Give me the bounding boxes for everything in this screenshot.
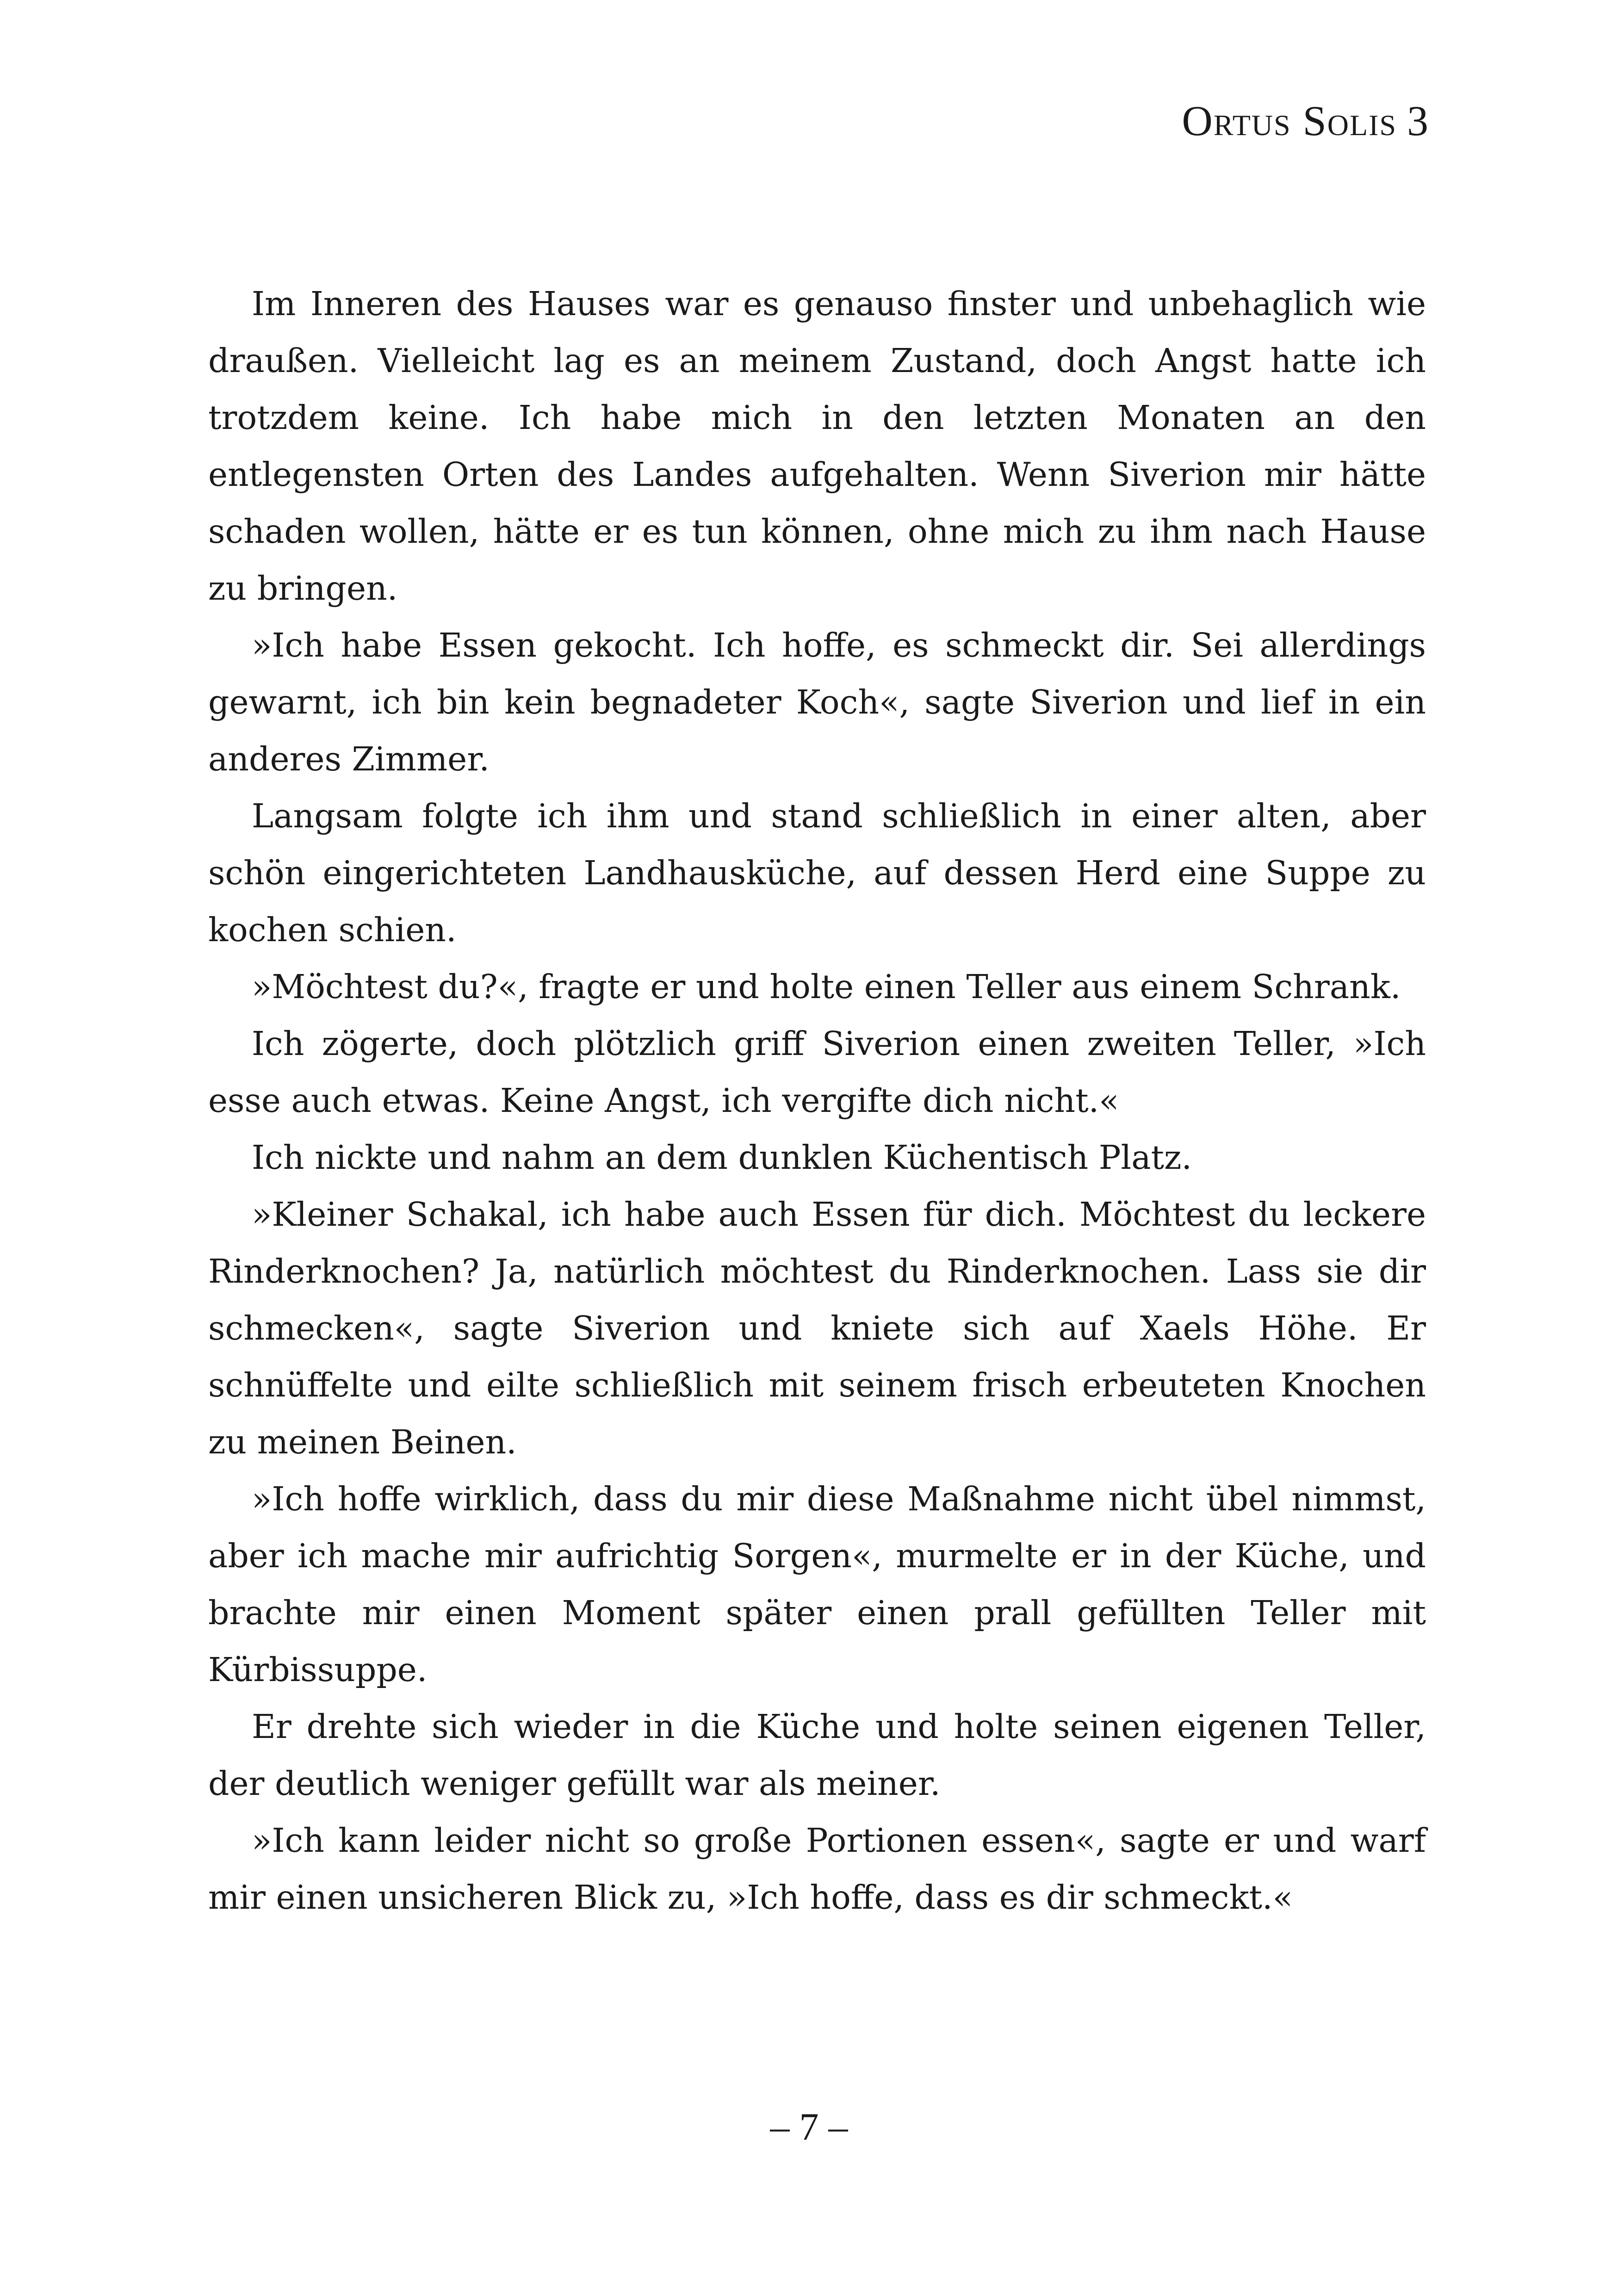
body-text (208, 275, 1426, 1926)
paragraph: Im Inneren des Hauses war es genauso finster und unbehaglich wie draußen. Vielleicht lag es an meinem Zustand, doch Angst hatte ich trotzdem keine. Ich habe mich in den letzten Monaten an den entlegensten Orten des Landes aufgehalten. Wenn Siverion mir hätte schaden wollen, hätte er es tun können, ohne mich zu ihm nach Hause zu bringen. (208, 285, 1426, 608)
paragraph: »Kleiner Schakal, ich habe auch Essen für dich. Möchtest du leckere Rinderknochen? Ja, natürlich möchtest du Rinderknochen. Lass sie dir schmecken«, sagte Siverion und kniete sich auf Xaels Höhe. Er schnüffelte und eilte schließlich mit seinem frisch erbeuteten Knochen zu meinen Beinen. (208, 1195, 1426, 1461)
running-header (1182, 99, 1428, 142)
paragraph: »Ich habe Essen gekocht. Ich hoffe, es schmeckt dir. Sei allerdings gewarnt, ich bin kein begnadeter Koch«, sagte Siverion und lief in ein anderes Zimmer. (208, 626, 1426, 778)
book-title: Ortus Solis (1182, 97, 1397, 144)
header-page-number: 3 (1407, 97, 1428, 144)
paragraph: »Möchtest du?«, fragte er und holte einen Teller aus einem Schrank. (252, 968, 1401, 1006)
paragraph: »Ich hoffe wirklich, dass du mir diese Maßnahme nicht übel nimmst, aber ich mache mir aufrichtig Sorgen«, murmelte er in der Küche, und brachte mir einen Moment später einen prall gefüllten Teller mit Kürbissuppe. (208, 1480, 1426, 1689)
page-folio: – 7 – (770, 2105, 848, 2148)
paragraph: Langsam folgte ich ihm und stand schließlich in einer alten, aber schön eingerichteten Landhausküche, auf dessen Herd eine Suppe zu kochen schien. (208, 797, 1426, 949)
paragraph: Ich zögerte, doch plötzlich griff Siverion einen zweiten Teller, »Ich esse auch etwas. Keine Angst, ich vergifte dich nicht.« (208, 1024, 1426, 1120)
paragraph: »Ich kann leider nicht so große Portionen essen«, sagte er und warf mir einen unsicheren Blick zu, »Ich hoffe, dass es dir schmeckt.« (208, 1821, 1426, 1917)
paragraph: Er drehte sich wieder in die Küche und holte seinen eigenen Teller, der deutlich weniger gefüllt war als meiner. (208, 1707, 1426, 1803)
paragraph: Ich nickte und nahm an dem dunklen Küchentisch Platz. (252, 1138, 1192, 1177)
